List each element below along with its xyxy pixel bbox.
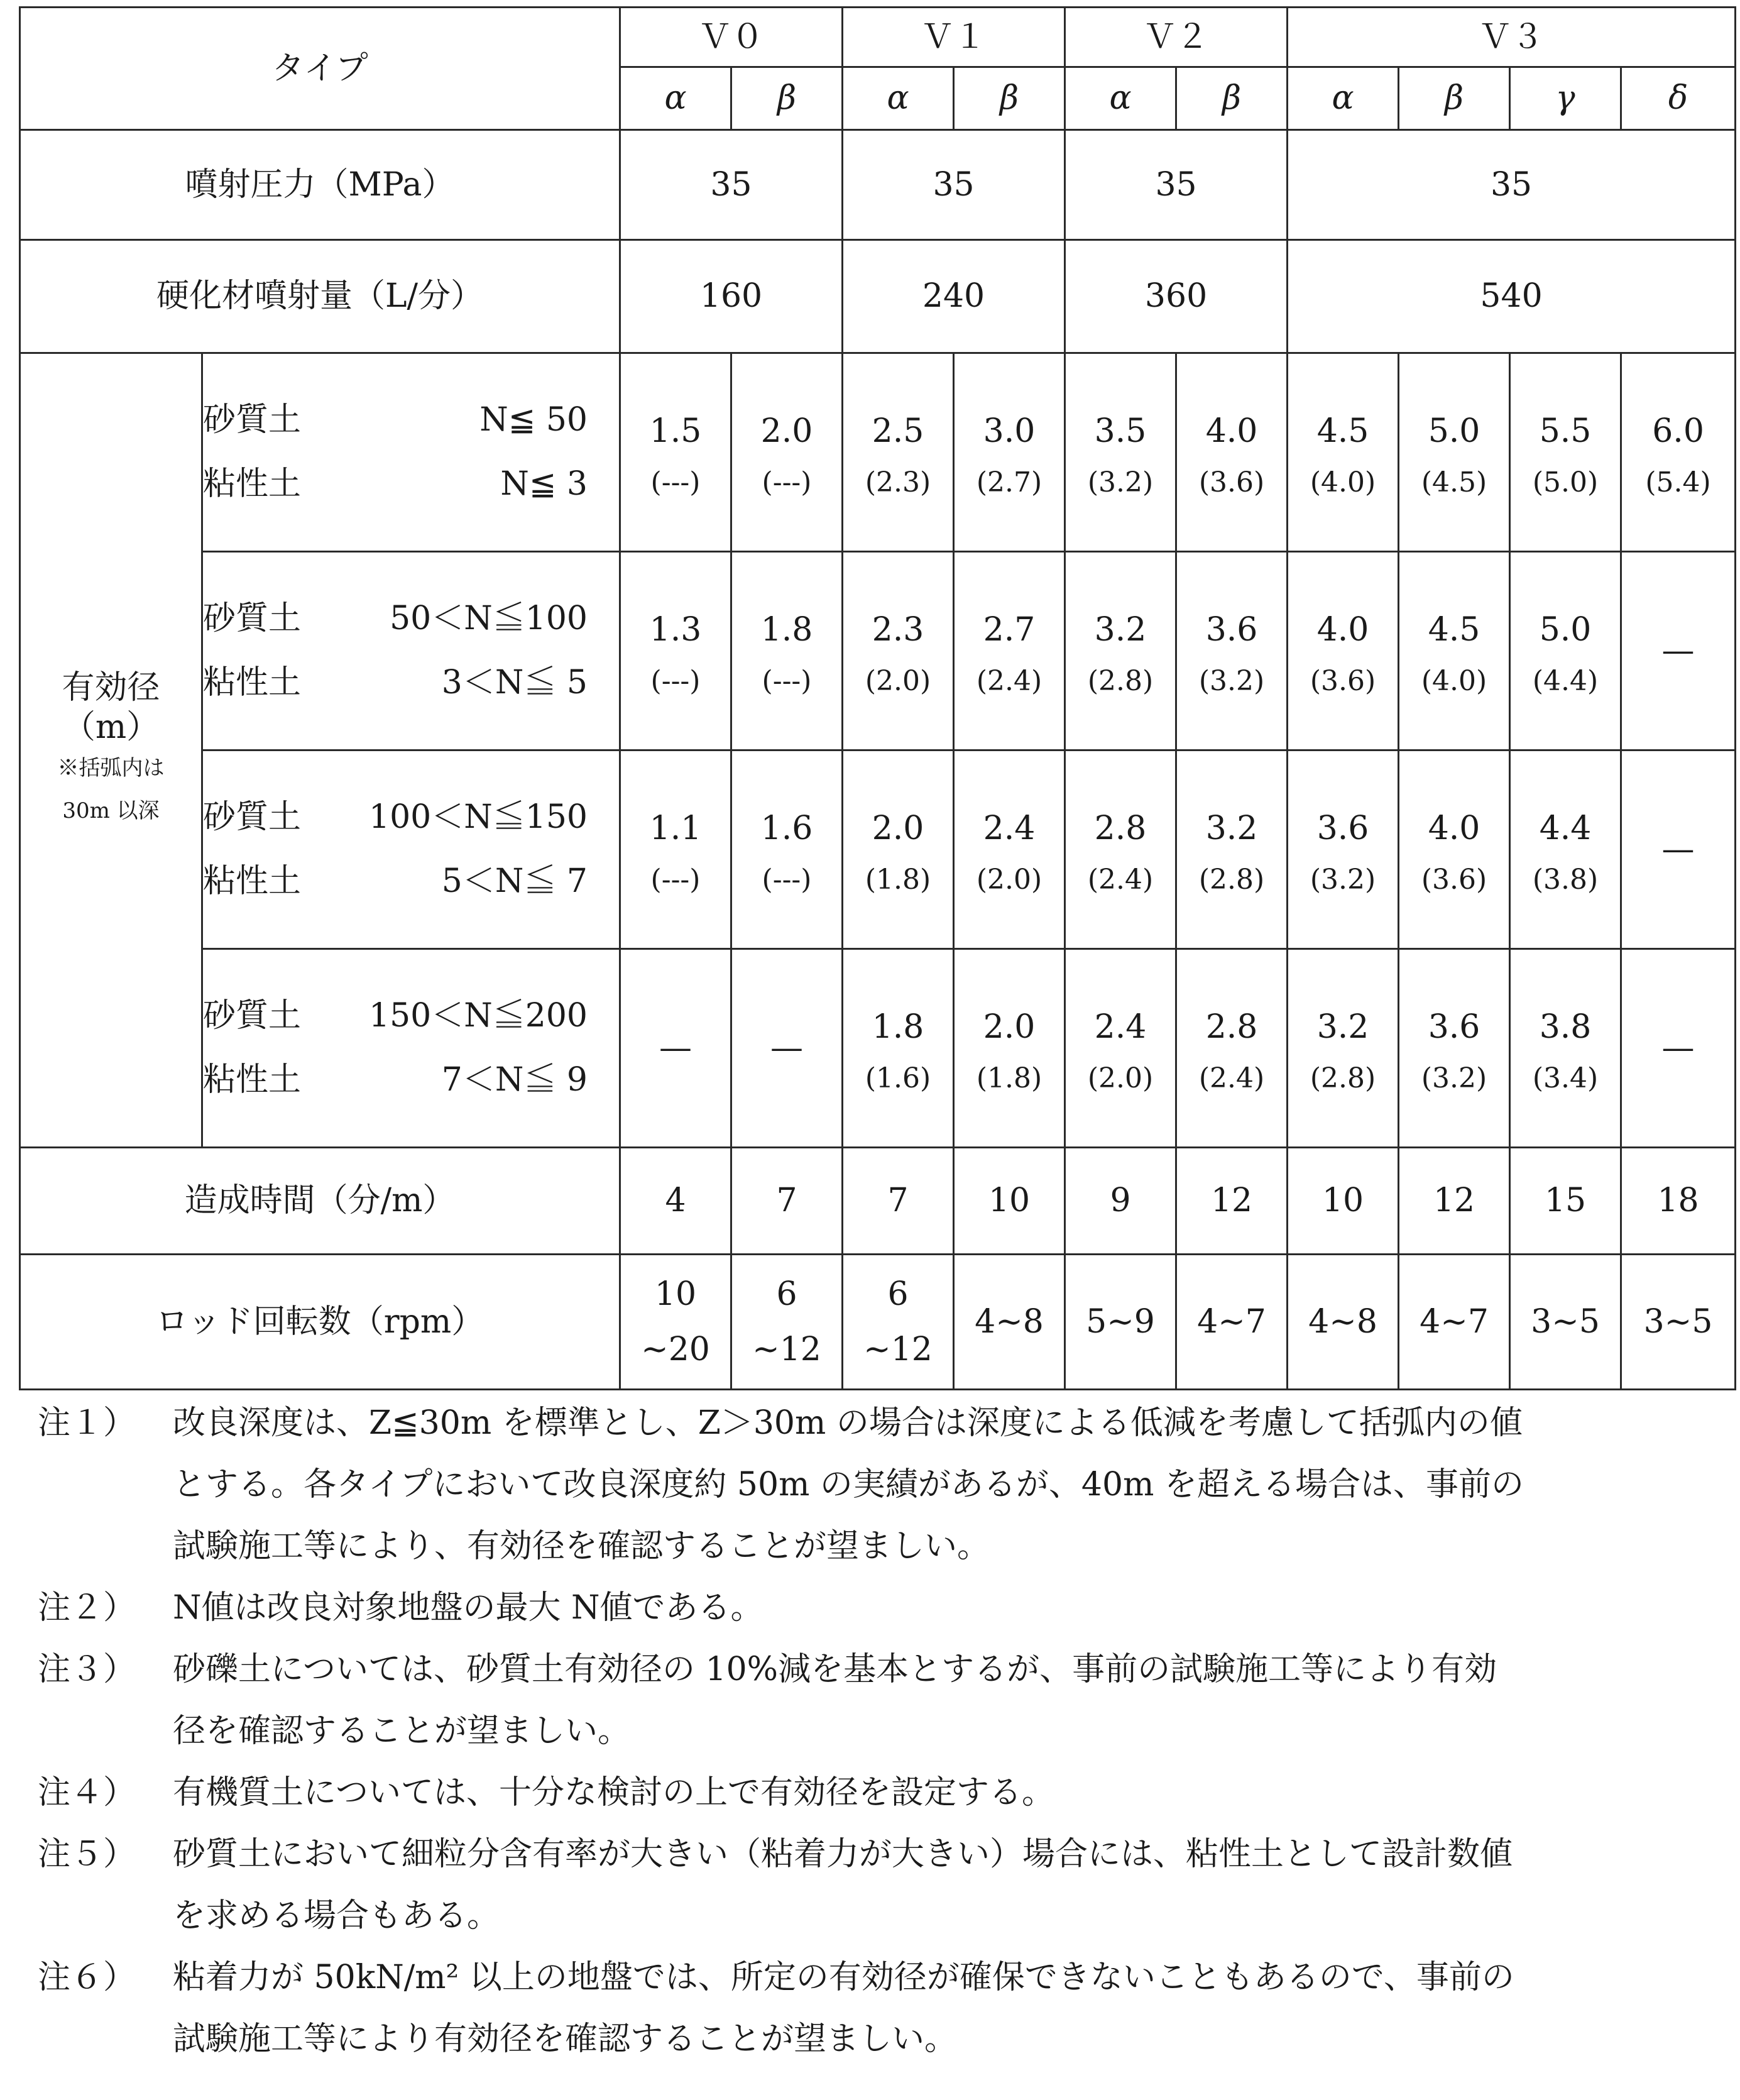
soil-condition-cell	[202, 552, 620, 750]
note-text	[173, 1577, 1703, 1639]
effective-value: 2.8	[1205, 1008, 1258, 1046]
effective-value: 3.6	[1205, 610, 1258, 649]
subtype-header: β	[1399, 67, 1510, 130]
clay-condition	[203, 651, 619, 715]
effective-value-stack	[732, 387, 841, 519]
time-value: 12	[1176, 1148, 1288, 1255]
time-row	[20, 1148, 1736, 1255]
group-header: Ｖ０	[620, 8, 843, 67]
clay-label: 粘性土	[203, 1060, 302, 1099]
note-marker: 注６）	[38, 1959, 136, 1996]
note-text	[173, 1392, 1703, 1577]
sand-n-range: 50＜N≦100	[390, 600, 588, 638]
effective-value-cell	[1065, 750, 1176, 949]
group-header: Ｖ３	[1288, 8, 1736, 67]
effective-value: 6.0	[1652, 412, 1704, 450]
effective-value-deep: (---)	[650, 664, 701, 697]
pressure-label: 噴射圧力（MPa）	[20, 130, 620, 240]
header-row-groups	[20, 8, 1736, 67]
note-text	[173, 1947, 1703, 2070]
effective-value-deep: (5.4)	[1645, 466, 1711, 498]
effective-value: 5.0	[1539, 610, 1592, 649]
effective-value: 4.0	[1205, 412, 1258, 450]
effective-value: 3.2	[1316, 1008, 1369, 1046]
effective-value: 2.0	[872, 809, 924, 847]
rod-value: 6	[887, 1275, 909, 1313]
effective-value-deep: (3.6)	[1310, 664, 1376, 697]
effective-value-stack	[843, 784, 953, 916]
effective-label-cell	[20, 353, 202, 1148]
effective-value-deep: (2.8)	[1198, 863, 1265, 896]
effective-value-deep: (2.0)	[1087, 1062, 1154, 1094]
note-item	[38, 1947, 1703, 2070]
rod-value: 3~5	[1531, 1302, 1600, 1341]
time-value: 9	[1065, 1148, 1176, 1255]
effective-value-deep: (3.6)	[1421, 863, 1487, 896]
rod-value-stack	[955, 1294, 1064, 1350]
effective-value-deep: (2.0)	[976, 863, 1042, 896]
note-line: 改良深度は、Z≦30m を標準とし、Z＞30m の場合は深度による低減を考慮して括弧内の値	[173, 1404, 1523, 1442]
rod-value: 5~9	[1086, 1302, 1155, 1341]
subtype-header: β	[731, 67, 843, 130]
effective-value-cell	[1621, 750, 1736, 949]
sand-condition	[203, 388, 619, 452]
rod-value: 6	[776, 1275, 797, 1313]
effective-value-cell	[620, 353, 731, 552]
effective-value-cell	[1621, 552, 1736, 750]
effective-unit: （m）	[62, 708, 160, 746]
subtype-header: β	[954, 67, 1065, 130]
note-line: 砂質土において細粒分含有率が大きい（粘着力が大きい）場合には、粘性土として設計数値	[173, 1835, 1513, 1873]
effective-value: —	[770, 1029, 803, 1067]
effective-value-cell	[1176, 949, 1288, 1148]
effective-value-stack	[1399, 585, 1509, 717]
effective-value: 3.6	[1316, 809, 1369, 847]
note-text	[173, 1639, 1703, 1762]
sand-label: 砂質土	[203, 997, 302, 1035]
note-line: N値は改良対象地盤の最大 N値である。	[173, 1589, 763, 1627]
effective-value: 4.0	[1316, 610, 1369, 649]
effective-value: 2.4	[983, 809, 1036, 847]
rod-value-stack	[732, 1267, 841, 1378]
rod-value: ~20	[641, 1331, 710, 1368]
rod-value-cell	[1399, 1255, 1510, 1390]
effective-value-stack	[732, 784, 841, 916]
effective-value-deep: (3.2)	[1310, 863, 1376, 896]
effective-value: 1.5	[649, 412, 702, 450]
rod-value-cell	[1621, 1255, 1736, 1390]
effective-value-stack	[955, 982, 1064, 1114]
note-item	[38, 1577, 1703, 1639]
time-value: 10	[1288, 1148, 1399, 1255]
effective-value-cell	[620, 552, 731, 750]
effective-value-stack	[1511, 585, 1620, 717]
effective-value-deep: (5.0)	[1532, 466, 1599, 498]
effective-value-stack	[955, 784, 1064, 916]
time-value: 12	[1399, 1148, 1510, 1255]
effective-value: 2.3	[872, 610, 924, 649]
effective-note-1: ※括弧内は	[57, 755, 165, 781]
effective-value: 4.5	[1316, 412, 1369, 450]
rod-value: ~12	[752, 1331, 821, 1368]
effective-value-cell	[620, 750, 731, 949]
subtype-header: α	[620, 67, 731, 130]
effective-value-deep: (2.4)	[1087, 863, 1154, 896]
sand-label: 砂質土	[203, 600, 302, 638]
effective-value-stack	[1399, 387, 1509, 519]
effective-value-deep: (1.6)	[865, 1062, 931, 1094]
effective-value-cell	[731, 949, 843, 1148]
effective-value-stack	[1177, 585, 1286, 717]
effective-value-cell	[1399, 750, 1510, 949]
effective-value-cell	[843, 552, 954, 750]
effective-value-stack	[621, 387, 730, 519]
soil-condition-cell	[202, 353, 620, 552]
effective-value-cell	[1288, 353, 1399, 552]
rod-value: ~12	[863, 1331, 933, 1368]
effective-value-cell	[1399, 552, 1510, 750]
effective-row	[20, 949, 1736, 1148]
volume-label: 硬化材噴射量（L/分）	[20, 240, 620, 353]
effective-value: —	[1661, 1029, 1695, 1067]
effective-value: 4.5	[1428, 610, 1480, 649]
sand-condition	[203, 984, 619, 1048]
effective-value-deep: (---)	[650, 466, 701, 498]
rod-value: 4~7	[1420, 1302, 1489, 1341]
effective-value-stack	[1177, 387, 1286, 519]
effective-value-stack	[955, 387, 1064, 519]
effective-value-stack	[1177, 784, 1286, 916]
effective-value-stack	[1288, 387, 1398, 519]
note-line: 砂礫土については、砂質土有効径の 10%減を基本とするが、事前の試験施工等により有効	[173, 1651, 1497, 1688]
effective-value-cell	[1510, 949, 1621, 1148]
notes-section	[38, 1392, 1703, 2070]
effective-value-stack	[1511, 982, 1620, 1114]
effective-value-stack	[1177, 982, 1286, 1114]
note-marker: 注１）	[38, 1404, 136, 1442]
rod-value-cell	[1288, 1255, 1399, 1390]
rod-value: 4~8	[975, 1302, 1044, 1341]
clay-label: 粘性土	[203, 862, 302, 900]
effective-value-stack	[1066, 784, 1175, 916]
effective-value-deep: (2.7)	[976, 466, 1042, 498]
effective-value-stack	[1288, 585, 1398, 717]
note-text	[173, 1762, 1703, 1823]
effective-value-deep: (2.3)	[865, 466, 931, 498]
effective-value-deep: (2.8)	[1087, 664, 1154, 697]
volume-value: 160	[620, 240, 843, 353]
effective-value-deep: (---)	[762, 863, 812, 896]
soil-condition-cell	[202, 750, 620, 949]
effective-value-cell	[731, 353, 843, 552]
note-line: 有機質土については、十分な検討の上で有効径を設定する。	[173, 1774, 1054, 1811]
effective-value-deep: (1.8)	[976, 1062, 1042, 1094]
effective-value-deep: (---)	[762, 664, 812, 697]
effective-value: 1.8	[872, 1008, 924, 1046]
note-line: 粘着力が 50kN/m² 以上の地盤では、所定の有効径が確保できないこともあるので、事前の	[173, 1959, 1514, 1996]
effective-value: 5.0	[1428, 412, 1480, 450]
specification-table	[19, 6, 1736, 1390]
rod-value-cell	[954, 1255, 1065, 1390]
volume-value: 540	[1288, 240, 1736, 353]
effective-value: 2.4	[1094, 1008, 1147, 1046]
clay-condition	[203, 1048, 619, 1112]
sand-label: 砂質土	[203, 401, 302, 439]
rod-value-stack	[1066, 1294, 1175, 1350]
time-value: 15	[1510, 1148, 1621, 1255]
clay-n-range: N≦ 3	[500, 465, 588, 503]
rod-row	[20, 1255, 1736, 1390]
effective-value-cell	[1399, 353, 1510, 552]
volume-value: 360	[1065, 240, 1288, 353]
note-item	[38, 1762, 1703, 1823]
effective-value: —	[659, 1029, 692, 1067]
sand-n-range: 150＜N≦200	[368, 997, 588, 1035]
subtype-header: δ	[1621, 67, 1736, 130]
effective-value-deep: (3.2)	[1087, 466, 1154, 498]
effective-row	[20, 552, 1736, 750]
effective-value-stack	[955, 585, 1064, 717]
effective-value-deep: (3.6)	[1198, 466, 1265, 498]
rod-value-stack	[1511, 1294, 1620, 1350]
effective-value-deep: (4.0)	[1421, 664, 1487, 697]
effective-row	[20, 750, 1736, 949]
time-value: 7	[843, 1148, 954, 1255]
effective-note-2: 30m 以深	[62, 798, 160, 823]
clay-n-range: 5＜N≦ 7	[441, 862, 588, 900]
note-marker: 注５）	[38, 1835, 136, 1873]
clay-label: 粘性土	[203, 465, 302, 503]
effective-value-cell	[843, 353, 954, 552]
note-marker: 注３）	[38, 1651, 136, 1688]
effective-value: —	[1661, 830, 1695, 869]
rod-value-cell	[731, 1255, 843, 1390]
note-item	[38, 1823, 1703, 1947]
effective-value-cell	[1065, 949, 1176, 1148]
effective-value-cell	[1510, 750, 1621, 949]
rod-value-stack	[1177, 1294, 1286, 1350]
effective-value: 2.0	[760, 412, 813, 450]
note-marker: 注２）	[38, 1589, 136, 1627]
subtype-header: α	[1065, 67, 1176, 130]
subtype-header: β	[1176, 67, 1288, 130]
effective-value: 4.0	[1428, 809, 1480, 847]
time-value: 7	[731, 1148, 843, 1255]
effective-value: 3.0	[983, 412, 1036, 450]
pressure-row	[20, 130, 1736, 240]
time-value: 10	[954, 1148, 1065, 1255]
group-header: Ｖ１	[843, 8, 1065, 67]
effective-value-stack	[1066, 387, 1175, 519]
effective-row	[20, 353, 1736, 552]
note-line: 径を確認することが望ましい。	[173, 1712, 631, 1750]
rod-value: 4~7	[1197, 1302, 1266, 1341]
effective-value: —	[1661, 632, 1695, 670]
subtype-header: α	[1288, 67, 1399, 130]
note-line: とする。各タイプにおいて改良深度約 50m の実績があるが、40m を超える場合は、事前の	[173, 1466, 1524, 1504]
note-marker: 注４）	[38, 1774, 136, 1811]
effective-value: 4.4	[1539, 809, 1592, 847]
soil-condition-cell	[202, 949, 620, 1148]
time-label: 造成時間（分/m）	[20, 1148, 620, 1255]
rod-value-cell	[620, 1255, 731, 1390]
rod-value-cell	[843, 1255, 954, 1390]
effective-value-stack	[1511, 784, 1620, 916]
effective-value-deep: (---)	[650, 863, 701, 896]
subtype-header: α	[843, 67, 954, 130]
note-text	[173, 1823, 1703, 1947]
pressure-value: 35	[620, 130, 843, 240]
note-line: 試験施工等により、有効径を確認することが望ましい。	[173, 1527, 990, 1565]
note-item	[38, 1392, 1703, 1577]
effective-value-stack	[843, 585, 953, 717]
clay-condition	[203, 850, 619, 913]
effective-value-cell	[1288, 949, 1399, 1148]
effective-value-cell	[1065, 552, 1176, 750]
effective-value-cell	[843, 750, 954, 949]
clay-label: 粘性土	[203, 663, 302, 701]
effective-value: 5.5	[1539, 412, 1592, 450]
sand-n-range: N≦ 50	[479, 401, 588, 439]
rod-value-stack	[621, 1267, 730, 1378]
effective-value-stack	[1511, 387, 1620, 519]
rod-value-cell	[1176, 1255, 1288, 1390]
effective-value-cell	[1176, 750, 1288, 949]
rod-value-stack	[1399, 1294, 1509, 1350]
effective-label: 有効径	[62, 669, 160, 707]
sand-n-range: 100＜N≦150	[368, 798, 588, 837]
time-value: 18	[1621, 1148, 1736, 1255]
effective-value-cell	[731, 552, 843, 750]
effective-value-cell	[1176, 353, 1288, 552]
note-line: を求める場合もある。	[173, 1897, 500, 1935]
clay-n-range: 3＜N≦ 5	[441, 663, 588, 701]
effective-value-deep: (3.2)	[1421, 1062, 1487, 1094]
note-item	[38, 1639, 1703, 1762]
sand-label: 砂質土	[203, 798, 302, 837]
effective-value-cell	[843, 949, 954, 1148]
sand-condition	[203, 587, 619, 651]
effective-value-stack	[1399, 982, 1509, 1114]
effective-value: 1.8	[760, 610, 813, 649]
pressure-value: 35	[1288, 130, 1736, 240]
effective-value-cell	[1288, 552, 1399, 750]
effective-value-cell	[954, 949, 1065, 1148]
time-value: 4	[620, 1148, 731, 1255]
effective-value: 1.1	[649, 809, 702, 847]
rod-value: 10	[654, 1275, 697, 1313]
effective-value-deep: (3.4)	[1532, 1062, 1599, 1094]
effective-value-stack	[843, 387, 953, 519]
effective-value-cell	[954, 353, 1065, 552]
effective-value-stack	[1066, 982, 1175, 1114]
rod-value-stack	[1622, 1294, 1734, 1350]
effective-value-stack	[732, 585, 841, 717]
effective-value: 3.5	[1094, 412, 1147, 450]
rod-value-cell	[1510, 1255, 1621, 1390]
effective-value-cell	[1621, 353, 1736, 552]
volume-value: 240	[843, 240, 1065, 353]
effective-value-deep: (---)	[762, 466, 812, 498]
effective-value-deep: (2.8)	[1310, 1062, 1376, 1094]
effective-value: 2.8	[1094, 809, 1147, 847]
effective-value-deep: (3.8)	[1532, 863, 1599, 896]
effective-value-cell	[954, 552, 1065, 750]
effective-value-stack	[1288, 982, 1398, 1114]
effective-value-deep: (2.4)	[1198, 1062, 1265, 1094]
effective-value-deep: (3.2)	[1198, 664, 1265, 697]
rod-value: 3~5	[1643, 1302, 1713, 1341]
group-header: Ｖ２	[1065, 8, 1288, 67]
effective-value-cell	[620, 949, 731, 1148]
effective-value-deep: (4.4)	[1532, 664, 1599, 697]
effective-value-deep: (4.5)	[1421, 466, 1487, 498]
effective-value-stack	[621, 585, 730, 717]
pressure-value: 35	[843, 130, 1065, 240]
effective-value-deep: (4.0)	[1310, 466, 1376, 498]
effective-value-stack	[843, 982, 953, 1114]
effective-value-stack	[621, 784, 730, 916]
subtype-header: γ	[1510, 67, 1621, 130]
effective-value-cell	[1399, 949, 1510, 1148]
effective-value: 2.0	[983, 1008, 1036, 1046]
pressure-value: 35	[1065, 130, 1288, 240]
clay-n-range: 7＜N≦ 9	[441, 1060, 588, 1099]
rod-value-stack	[843, 1267, 953, 1378]
effective-value-deep: (1.8)	[865, 863, 931, 896]
type-label: タイプ	[20, 8, 620, 130]
effective-value: 2.5	[872, 412, 924, 450]
sand-condition	[203, 786, 619, 849]
effective-value: 1.6	[760, 809, 813, 847]
effective-value-cell	[1510, 353, 1621, 552]
note-line: 試験施工等により有効径を確認することが望ましい。	[173, 2020, 958, 2058]
clay-condition	[203, 453, 619, 516]
effective-value-stack	[1622, 387, 1734, 519]
effective-value-stack	[1288, 784, 1398, 916]
effective-value: 3.2	[1205, 809, 1258, 847]
effective-value-cell	[954, 750, 1065, 949]
effective-value: 1.3	[649, 610, 702, 649]
effective-value: 3.2	[1094, 610, 1147, 649]
rod-value-stack	[1288, 1294, 1398, 1350]
effective-value: 2.7	[983, 610, 1036, 649]
effective-value: 3.8	[1539, 1008, 1592, 1046]
effective-value-cell	[1510, 552, 1621, 750]
volume-row	[20, 240, 1736, 353]
effective-value-cell	[1621, 949, 1736, 1148]
effective-value-cell	[1065, 353, 1176, 552]
effective-value-cell	[1288, 750, 1399, 949]
effective-value-deep: (2.4)	[976, 664, 1042, 697]
effective-value-stack	[1066, 585, 1175, 717]
rod-label: ロッド回転数（rpm）	[20, 1255, 620, 1390]
rod-value-cell	[1065, 1255, 1176, 1390]
effective-value-cell	[731, 750, 843, 949]
effective-value-stack	[1399, 784, 1509, 916]
effective-value: 3.6	[1428, 1008, 1480, 1046]
effective-value-deep: (2.0)	[865, 664, 931, 697]
effective-value-cell	[1176, 552, 1288, 750]
rod-value: 4~8	[1308, 1302, 1377, 1341]
